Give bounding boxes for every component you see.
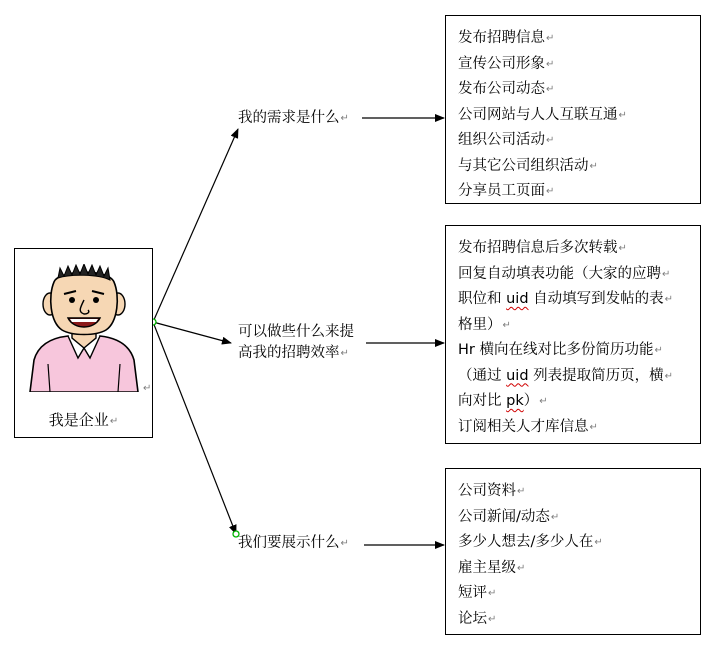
needs-box xyxy=(445,15,701,204)
list-item xyxy=(458,415,673,441)
list-item xyxy=(458,287,673,313)
paragraph-mark-icon: ↵ xyxy=(618,243,627,254)
paragraph-mark-icon: ↵ xyxy=(340,538,349,549)
list-item xyxy=(458,26,627,52)
list-item xyxy=(458,128,627,154)
list-item-text: 订阅相关人才库信息 xyxy=(458,418,589,435)
arrow-to-question-1 xyxy=(153,129,238,322)
cartoon-man-illustration xyxy=(28,264,140,392)
list-item xyxy=(458,236,673,262)
list-item xyxy=(458,77,627,103)
spellcheck-underline: uid xyxy=(506,291,529,307)
paragraph-mark-icon: ↵ xyxy=(546,135,555,146)
list-item-text: 发布招聘信息 xyxy=(458,30,545,46)
paragraph-mark-icon: ↵ xyxy=(502,319,511,331)
list-item-text: 发布招聘信息后多次转载 xyxy=(458,240,618,256)
paragraph-mark-icon: ↵ xyxy=(664,370,674,382)
paragraph-mark-icon: ↵ xyxy=(589,160,598,172)
question-label-1: 我的需求是什么↵ xyxy=(238,110,349,126)
paragraph-mark-icon: ↵ xyxy=(546,84,555,95)
list-item-text: 公司网站与人人互联互通 xyxy=(458,106,618,123)
list-item xyxy=(458,338,673,364)
paragraph-mark-icon: ↵ xyxy=(109,416,119,427)
arrow-to-question-2 xyxy=(153,322,231,343)
paragraph-mark-icon: ↵ xyxy=(664,294,674,305)
list-item-text: 雇主星级 xyxy=(458,559,516,576)
question-label-2-line-2: 高我的招聘效率↵ xyxy=(238,345,349,361)
paragraph-mark-icon: ↵ xyxy=(488,588,497,599)
paragraph-mark-icon: ↵ xyxy=(662,268,671,280)
efficiency-list xyxy=(458,236,673,440)
efficiency-box xyxy=(445,225,701,444)
list-item-text: Hr 横向在线对比多份简历功能 xyxy=(458,342,654,358)
list-item xyxy=(458,479,603,505)
paragraph-mark-icon: ↵ xyxy=(546,186,555,197)
paragraph-mark-icon: ↵ xyxy=(488,613,497,625)
entity-box xyxy=(14,248,153,438)
paragraph-mark-icon: ↵ xyxy=(550,511,560,523)
list-item xyxy=(458,581,603,607)
list-item-text: 多少人想去/多少人在 xyxy=(458,534,594,550)
list-item xyxy=(458,313,673,339)
paragraph-mark-icon: ↵ xyxy=(546,33,555,44)
entity-title: 我是企业↵ xyxy=(48,411,119,429)
list-item-text: 格里） xyxy=(458,316,502,333)
list-item xyxy=(458,607,603,633)
paragraph-mark-icon: ↵ xyxy=(594,537,603,548)
list-item-text: （通过 uid 列表提取简历页，横 xyxy=(458,367,664,384)
paragraph-mark-icon: ↵ xyxy=(546,58,555,70)
list-item-text: 与其它公司组织活动 xyxy=(458,157,589,174)
list-item xyxy=(458,389,673,415)
list-item xyxy=(458,262,673,288)
spellcheck-underline: uid xyxy=(506,367,529,384)
list-item-text: 向对比 pk） xyxy=(458,393,539,409)
showcase-list xyxy=(458,479,603,632)
list-item-text: 组织公司活动 xyxy=(458,132,545,148)
paragraph-mark-icon: ↵ xyxy=(340,348,349,359)
list-item-text: 发布公司动态 xyxy=(458,81,545,97)
question-label-2 xyxy=(238,322,354,364)
list-item xyxy=(458,364,673,390)
list-item-text: 短评 xyxy=(458,585,487,601)
paragraph-mark-icon: ↵ xyxy=(589,421,598,433)
list-item xyxy=(458,505,603,531)
list-item-text: 宣传公司形象 xyxy=(458,55,545,72)
list-item xyxy=(458,52,627,78)
list-item-text: 回复自动填表功能（大家的应聘 xyxy=(458,265,661,282)
showcase-box xyxy=(445,468,701,635)
list-item xyxy=(458,530,603,556)
list-item xyxy=(458,103,627,129)
paragraph-mark-icon: ↵ xyxy=(517,562,526,574)
paragraph-mark-icon: ↵ xyxy=(340,113,349,124)
arrow-to-question-3 xyxy=(153,322,236,534)
list-item xyxy=(458,556,603,582)
list-item-text: 公司资料 xyxy=(458,483,516,499)
needs-list xyxy=(458,26,627,205)
paragraph-mark-icon: ↵ xyxy=(654,345,663,356)
list-item-text: 分享员工页面 xyxy=(458,183,545,199)
list-item-text: 公司新闻/动态 xyxy=(458,508,550,525)
list-item-text: 职位和 uid 自动填写到发帖的表 xyxy=(458,291,664,307)
list-item xyxy=(458,154,627,180)
list-item-text: 论坛 xyxy=(458,610,487,627)
paragraph-mark-icon: ↵ xyxy=(517,486,526,497)
question-label-3: 我们要展示什么↵ xyxy=(238,535,349,551)
spellcheck-underline: pk xyxy=(506,393,524,409)
question-label-2-line-1: 可以做些什么来提 xyxy=(238,324,354,340)
list-item xyxy=(458,179,627,205)
paragraph-mark-icon: ↵ xyxy=(539,396,548,407)
paragraph-mark-icon: ↵ xyxy=(143,383,152,394)
paragraph-mark-icon: ↵ xyxy=(618,109,627,121)
